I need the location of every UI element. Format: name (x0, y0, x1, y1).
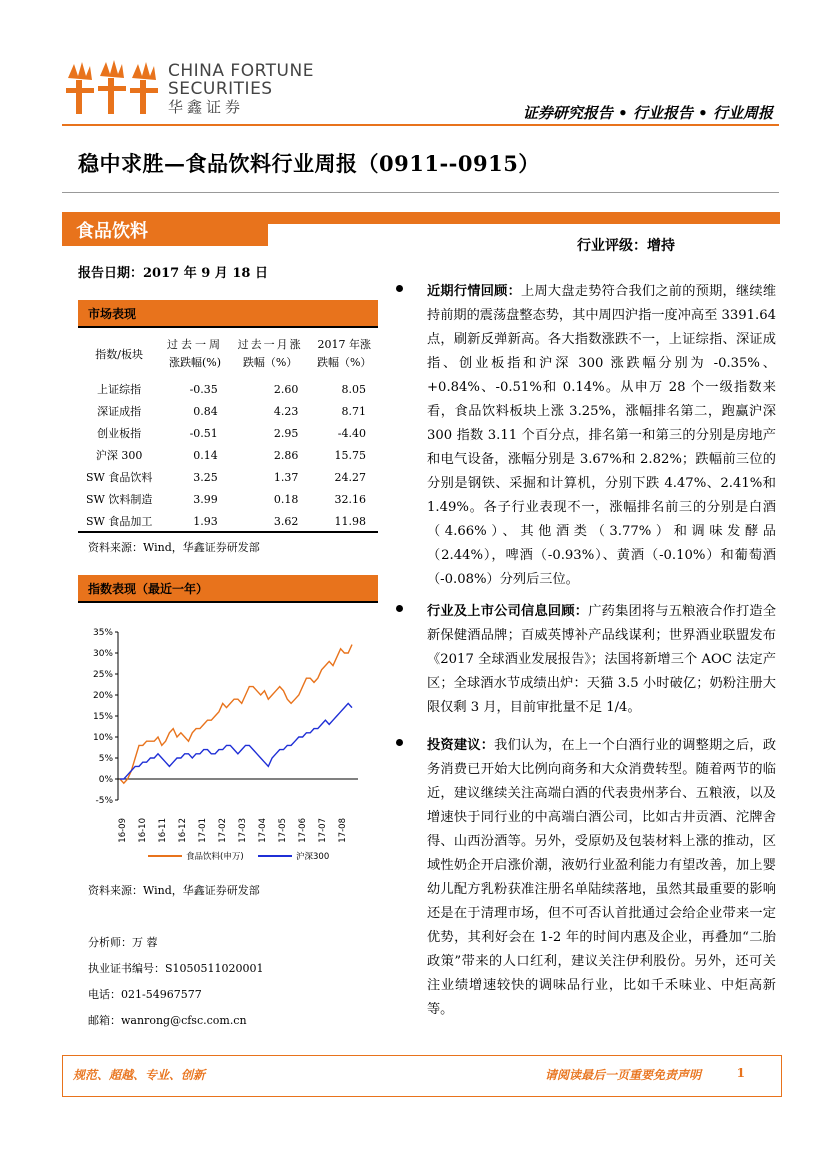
row-value: 3.99 (193, 492, 218, 506)
row-label: SW 食品加工 (85, 515, 153, 528)
sector-label: 食品饮料 (76, 221, 148, 242)
index-source: 资料来源：Wind，华鑫证券研发部 (88, 884, 260, 897)
logo-flames-icon (64, 58, 164, 120)
row-value: 1.37 (273, 470, 299, 484)
row-label: 沪深 300 (95, 449, 143, 462)
row-value: 32.16 (334, 492, 366, 506)
row-value: 1.93 (193, 514, 218, 528)
row-value: 0.18 (273, 492, 299, 506)
x-tick-label: 17-03 (238, 818, 248, 843)
legend-label: 沪深300 (296, 852, 330, 862)
y-tick-label: 25% (92, 670, 113, 680)
table-row (78, 510, 378, 532)
table-row (78, 400, 378, 422)
x-tick-label: 17-04 (258, 818, 268, 843)
report-date: 报告日期：2017 年 9 月 18 日 (78, 266, 268, 281)
row-value: 11.98 (334, 514, 366, 528)
col-year-1: 2017 年涨 (317, 338, 371, 351)
row-value: 3.62 (273, 514, 299, 528)
x-tick-label: 16-12 (178, 818, 188, 843)
series-line-0 (120, 645, 352, 784)
analyst-phone: 电话：021-54967577 (88, 988, 202, 1001)
col-week-2: 涨跌幅(%) (169, 356, 222, 369)
row-value: 2.86 (273, 448, 299, 462)
table-row (78, 378, 378, 400)
footer-motto: 规范、超越、专业、创新 (73, 1068, 206, 1082)
row-label: 深证成指 (97, 405, 142, 418)
table-row (78, 466, 378, 488)
table-row (78, 444, 378, 466)
index-chart (82, 622, 372, 872)
bullet-head: 投资建议： (427, 738, 495, 753)
analyst-name: 分析师：万 蓉 (88, 936, 158, 949)
row-label: 上证综指 (97, 383, 142, 396)
col-index-label: 指数/板块 (95, 348, 144, 361)
y-tick-label: 30% (92, 649, 113, 659)
col-year-2: 跌幅（%） (316, 356, 372, 369)
analyst-email: 邮箱：wanrong@cfsc.com.cn (88, 1014, 247, 1027)
index-header: 指数表现（最近一年） (78, 575, 378, 601)
x-tick-label: 17-06 (298, 818, 308, 843)
company-name-en-2: SECURITIES (168, 79, 273, 99)
page-number: 1 (736, 1066, 745, 1080)
row-value: 0.14 (193, 448, 218, 462)
bullet-investment-advice (400, 734, 776, 1022)
company-name-en-1: CHINA FORTUNE (168, 61, 314, 81)
bullet-body: 广药集团将与五粮液合作打造全新保健酒品牌；百威英博补产品线谋利；世界酒业联盟发布《2017 全球酒业发展报告》；法国将新增三个 AOC 法定产区；全球酒水节成绩出炉：天猫 3.5 小时破亿；奶粉注册大限仅剩 3 月，目前审批量不足 1/4。 (427, 604, 777, 715)
row-value: 8.05 (341, 382, 366, 396)
row-value: 24.27 (334, 470, 366, 484)
industry-rating: 行业评级：增持 (577, 238, 675, 254)
bullet-dot-icon (396, 285, 403, 292)
bullet-body: 上周大盘走势符合我们之前的预期，继续维持前期的震荡盘整态势，其中周四沪指一度冲高至 3391.64 点，刷新反弹新高。各大指数涨跌不一，上证综指、深证成指、创业板指和沪深 300 涨跌幅分别为 -0.35%、+0.84%、-0.51%和 0.14%。从申万 28 个一级指数来看，食品饮料板块上涨 3.25%，涨幅排名第二，跑赢沪深 300 指数 3.11 个百分点，排名第一和第三的分别是房地产和电气设备，涨幅分别是 3.67%和 2.82%；跌幅前三位的分别是钢铁、采掘和计算机，分别下跌 4.47%、2.41%和 1.49%。各子行业表现不一，涨幅排名前三的分别是白酒（4.66%）、其他酒类（3.77%）和调味发酵品（2.44%），啤酒（-0.93%）、黄酒（-0.10%）和葡萄酒（-0.08%）分列后三位。 (427, 284, 777, 587)
row-value: 4.23 (273, 404, 299, 418)
row-value: -0.51 (189, 426, 218, 440)
col-week-1: 过去一周 (167, 338, 224, 351)
row-label: 创业板指 (97, 427, 142, 440)
bullet-industry-news (400, 600, 776, 720)
x-tick-label: 17-05 (278, 818, 288, 843)
market-header: 市场表现 (78, 300, 378, 326)
bullet-dot-icon (396, 739, 403, 746)
row-value: 3.25 (193, 470, 218, 484)
row-value: -0.35 (189, 382, 218, 396)
row-value: 2.95 (273, 426, 299, 440)
x-tick-label: 17-08 (338, 818, 348, 843)
bullet-head: 行业及上市公司信息回顾： (427, 604, 589, 619)
x-tick-label: 17-07 (318, 818, 328, 843)
x-tick-label: 17-01 (198, 818, 208, 843)
y-tick-label: 35% (92, 628, 113, 638)
bullet-head: 近期行情回顾： (427, 284, 522, 299)
header-rule (62, 124, 779, 126)
row-value: 8.71 (341, 404, 366, 418)
footer-disclaimer-link[interactable]: 请阅读最后一页重要免责声明 (544, 1068, 701, 1082)
row-label: SW 食品饮料 (85, 471, 153, 484)
market-source: 资料来源：Wind，华鑫证券研发部 (88, 541, 260, 554)
legend-label: 食品饮料(申万) (186, 852, 244, 862)
page-title: 稳中求胜—食品饮料行业周报（0911--0915） (78, 151, 540, 176)
x-tick-label: 16-10 (138, 818, 148, 843)
x-tick-label: 17-02 (218, 818, 228, 843)
title-rule (62, 192, 779, 193)
market-table (78, 330, 378, 532)
y-tick-label: 0% (98, 775, 113, 785)
col-month-1: 过去一月涨 (237, 338, 303, 351)
analyst-cert: 执业证书编号：S1050511020001 (88, 962, 264, 975)
row-value: 2.60 (273, 382, 299, 396)
report-type: 证券研究报告 • 行业报告 • 行业周报 (522, 104, 773, 122)
y-tick-label: 5% (98, 754, 113, 764)
company-name-cn: 华鑫证券 (168, 98, 245, 116)
bullet-dot-icon (396, 605, 403, 612)
bullet-body: 我们认为，在上一个白酒行业的调整期之后，政务消费已开始大比例向商务和大众消费转型。随着两节的临近，建议继续关注高端白酒的代表贵州茅台、五粮液，以及增速快于同行业的中高端白酒公司，比如古井贡酒、沱牌舍得、山西汾酒等。另外，受原奶及包装材料上涨的推动，区域性奶企开启涨价潮，液奶行业盈利能力有望改善，加上婴幼儿配方乳粉获准注册名单陆续落地，虽然其最重要的影响还是在于清理市场，但不可否认首批通过会给企业带来一定优势，其利好会在 1-2 年的时间内惠及企业，再叠加“二胎政策”带来的人口红利，建议关注伊利股份。另外，还可关注业绩增速较快的调味品行业，比如千禾味业、中炬高新等。 (427, 738, 777, 1017)
x-tick-label: 16-09 (118, 818, 128, 843)
row-value: 15.75 (334, 448, 366, 462)
y-tick-label: -5% (95, 796, 113, 806)
table-row (78, 488, 378, 510)
company-logo (64, 58, 164, 120)
bullet-market-review (400, 280, 776, 592)
y-tick-label: 10% (92, 733, 113, 743)
y-tick-label: 20% (92, 691, 113, 701)
row-value: -4.40 (337, 426, 366, 440)
row-label: SW 饮料制造 (85, 493, 153, 506)
x-tick-label: 16-11 (158, 818, 168, 843)
col-month-2: 跌幅（%） (242, 356, 298, 369)
row-value: 0.84 (193, 404, 218, 418)
table-row (78, 422, 378, 444)
footer (62, 1055, 782, 1097)
y-tick-label: 15% (92, 712, 113, 722)
